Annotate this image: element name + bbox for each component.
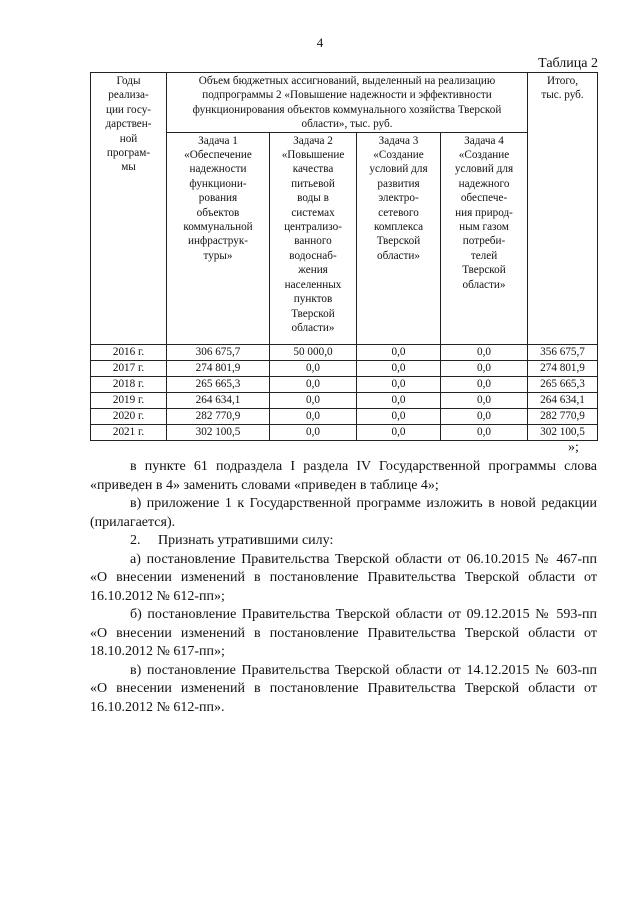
task-3-value: 0,0 [357, 392, 441, 408]
paragraph: б) постановление Правительства Тверской области от 09.12.2015 № 593-пп «О внесении изменений в постановление Правительства Тверской области от 18.10.2012 № 617-пп»; [90, 607, 597, 659]
table-row [91, 392, 598, 408]
paragraph: а) постановление Правительства Тверской области от 06.10.2015 № 467-пп «О внесении изменений в постановление Правительства Тверской области от 16.10.2012 № 612-пп»; [90, 551, 597, 604]
task-4-value: 0,0 [441, 408, 528, 424]
body-text [90, 458, 597, 717]
years-column-header: Годы реализа- ции госу- дарствен- ной програм- мы [91, 73, 167, 345]
paragraph: в) постановление Правительства Тверской области от 14.12.2015 № 603-пп «О внесении изменений в постановление Правительства Тверской области от 16.10.2012 № 612-пп». [90, 662, 597, 715]
page-number: 4 [316, 35, 324, 50]
task-4-header: Задача 4 «Создание условий для надежного обеспече- ния природ- ным газом потреби- телей Тверской области» [441, 132, 528, 344]
table-row [91, 408, 598, 424]
task-3-value: 0,0 [357, 424, 441, 440]
task-1-value: 282 770,9 [167, 408, 270, 424]
table-row [91, 424, 598, 440]
task-1-value: 306 675,7 [167, 344, 270, 360]
task-2-value: 0,0 [270, 408, 357, 424]
task-1-value: 265 665,3 [167, 376, 270, 392]
task-4-value: 0,0 [441, 424, 528, 440]
total-value: 282 770,9 [528, 408, 598, 424]
budget-group-header: Объем бюджетных ассигнований, выделенный на реализацию подпрограммы 2 «Повышение надежности и эффективности функционирования объектов коммунального хозяйства Тверской области», тыс. руб. [167, 73, 528, 133]
table-caption: Таблица 2 [538, 56, 598, 71]
task-1-header: Задача 1 «Обеспечение надежности функциони- рования объектов коммунальной инфраструк- туры» [167, 132, 270, 344]
task-2-value: 0,0 [270, 392, 357, 408]
paragraph: в пункте 61 подраздела I раздела IV Государственной программы слова «приведен в 4» заменить словами «приведен в таблице 4»; [90, 459, 597, 493]
total-value: 274 801,9 [528, 360, 598, 376]
paragraph: 2. Признать утратившими силу: [130, 533, 334, 548]
task-3-value: 0,0 [357, 344, 441, 360]
task-2-value: 0,0 [270, 360, 357, 376]
task-4-value: 0,0 [441, 392, 528, 408]
total-value: 356 675,7 [528, 344, 598, 360]
table-header-row-1 [91, 73, 598, 133]
year-cell: 2016 г. [91, 344, 167, 360]
task-1-value: 302 100,5 [167, 424, 270, 440]
task-4-value: 0,0 [441, 376, 528, 392]
closing-quote: »; [568, 440, 579, 455]
task-2-header: Задача 2 «Повышение качества питьевой воды в системах централизо- ванного водоснаб- жения населенных пунктов Тверской области» [270, 132, 357, 344]
task-3-value: 0,0 [357, 376, 441, 392]
year-cell: 2017 г. [91, 360, 167, 376]
task-3-value: 0,0 [357, 408, 441, 424]
task-3-value: 0,0 [357, 360, 441, 376]
total-value: 265 665,3 [528, 376, 598, 392]
task-2-value: 50 000,0 [270, 344, 357, 360]
table-row [91, 376, 598, 392]
table-header-row-2 [91, 132, 598, 344]
task-4-value: 0,0 [441, 344, 528, 360]
task-2-value: 0,0 [270, 376, 357, 392]
year-cell: 2018 г. [91, 376, 167, 392]
budget-table [90, 72, 598, 441]
total-column-header: Итого, тыс. руб. [528, 73, 598, 345]
table-row [91, 344, 598, 360]
year-cell: 2020 г. [91, 408, 167, 424]
year-cell: 2021 г. [91, 424, 167, 440]
task-1-value: 264 634,1 [167, 392, 270, 408]
task-2-value: 0,0 [270, 424, 357, 440]
year-cell: 2019 г. [91, 392, 167, 408]
paragraph: в) приложение 1 к Государственной программе изложить в новой редакции (прилагается). [90, 496, 597, 530]
task-3-header: Задача 3 «Создание условий для развития электро- сетевого комплекса Тверской области» [357, 132, 441, 344]
total-value: 302 100,5 [528, 424, 598, 440]
task-4-value: 0,0 [441, 360, 528, 376]
table-row [91, 360, 598, 376]
total-value: 264 634,1 [528, 392, 598, 408]
task-1-value: 274 801,9 [167, 360, 270, 376]
